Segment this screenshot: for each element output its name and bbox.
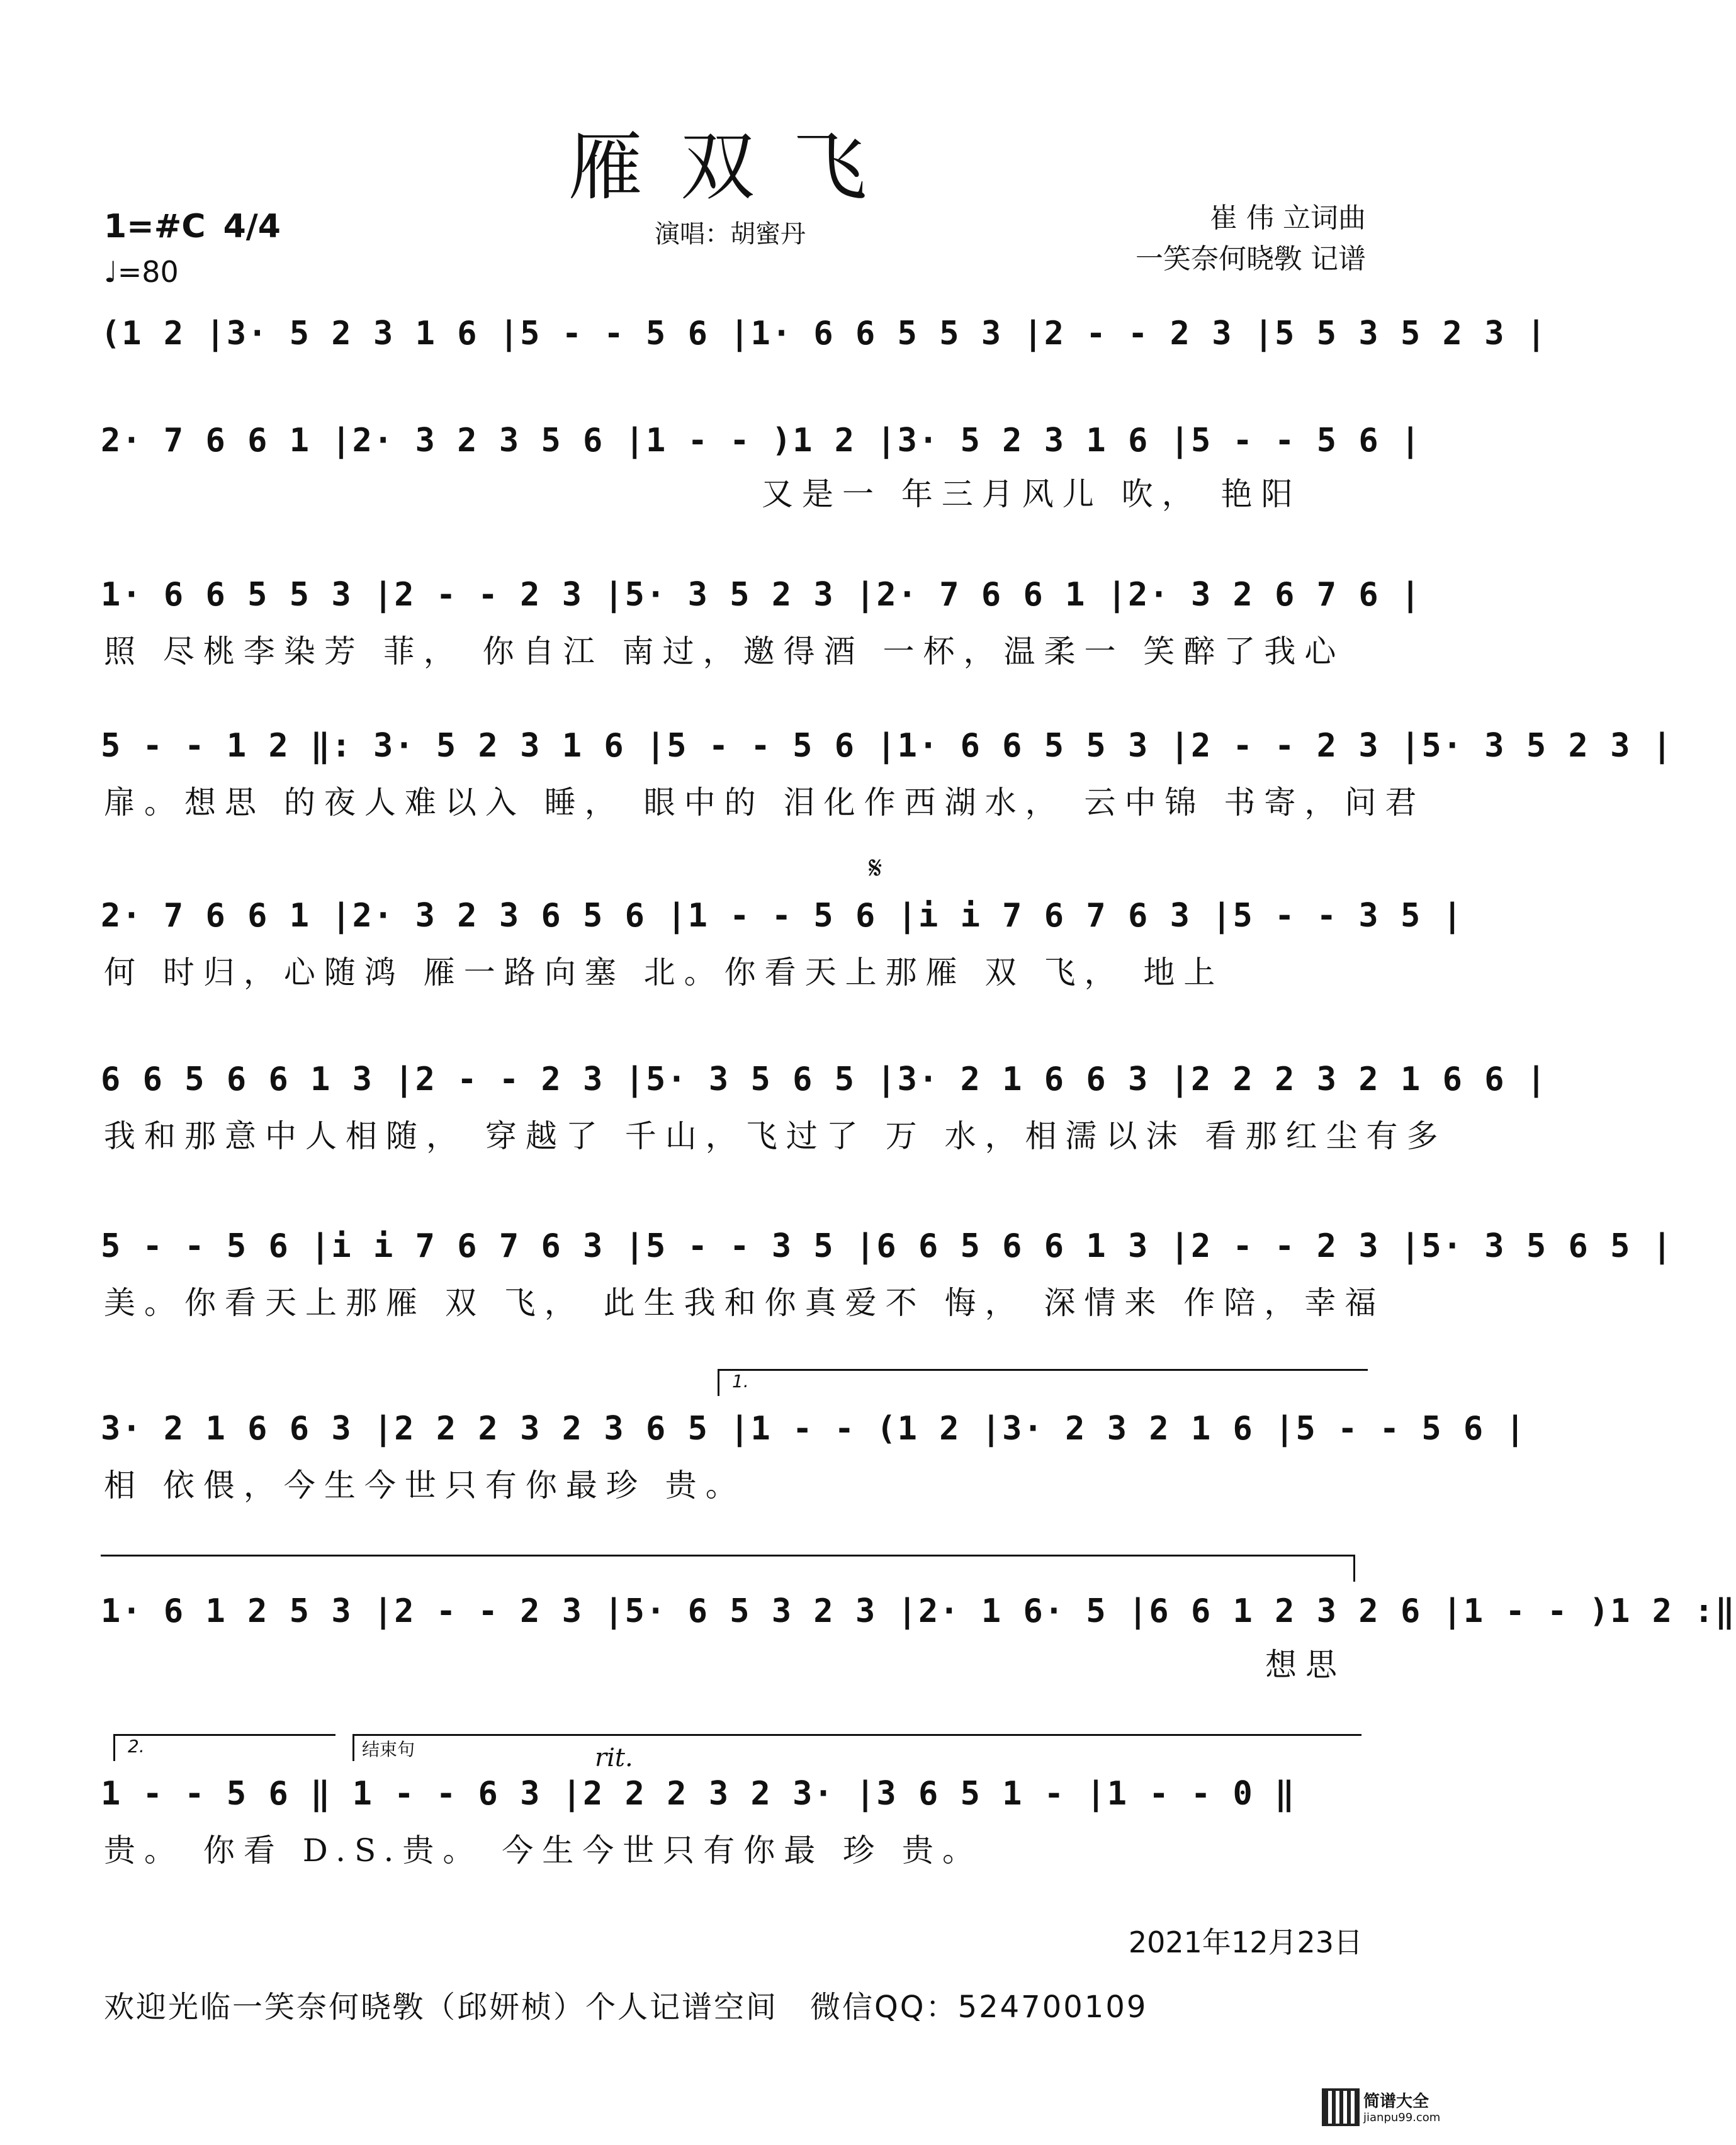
system-8-lyrics: 相 依偎，今生今世只有你最珍 贵。: [104, 1467, 746, 1504]
logo-name: 简谱大全: [1363, 2092, 1429, 2111]
segno-sign: 𝄋: [869, 850, 882, 886]
system-6-lyrics: 我和那意中人相随， 穿越了 千山，飞过了 万 水，相濡以沫 看那红尘有多: [104, 1118, 1447, 1154]
volta-1-continuation-bracket: [101, 1555, 1355, 1582]
time-signature: 4/4: [223, 208, 281, 245]
volta-1-bracket: [718, 1369, 1368, 1396]
system-7-lyrics: 美。你看天上那雁 双 飞， 此生我和你真爱不 悔， 深情来 作陪，幸福: [104, 1285, 1385, 1321]
ending-label: 结束句: [362, 1739, 415, 1760]
system-7-notes: 5 - - 5 6 |i i 7 6 7 6 3 |5 - - 3 5 |6 6 5 6 6 1 3 |2 - - 2 3 |5· 3 5 6 5 |: [101, 1227, 1673, 1265]
system-1-notes: (1 2 |3· 5 2 3 1 6 |5 - - 5 6 |1· 6 6 5 5 3 |2 - - 2 3 |5 5 3 5 2 3 |: [101, 315, 1548, 352]
footer-text: 欢迎光临一笑奈何晓斆（邱妍桢）个人记谱空间 微信QQ：524700109: [104, 1990, 1148, 2025]
volta-2-label: 2.: [128, 1736, 145, 1757]
system-10-lyrics: 贵。 你看 D.S.贵。 今生今世只有你最 珍 贵。: [104, 1832, 983, 1869]
system-8-notes: 3· 2 1 6 6 3 |2 2 2 3 2 3 6 5 |1 - - (1 2 |3· 2 3 2 1 6 |5 - - 5 6 |: [101, 1410, 1526, 1448]
site-logo: [1322, 2088, 1454, 2132]
system-2-notes: 2· 7 6 6 1 |2· 3 2 3 5 6 |1 - - )1 2 |3· 5 2 3 1 6 |5 - - 5 6 |: [101, 422, 1422, 459]
system-10-notes: 1 - - 5 6 ‖ 1 - - 6 3 |2 2 2 3 2 3· |3 6 5 1 - |1 - - 0 ‖: [101, 1775, 1296, 1813]
logo-site: jianpu99.com: [1363, 2111, 1441, 2124]
system-9-notes: 1· 6 1 2 5 3 |2 - - 2 3 |5· 6 5 3 2 3 |2· 1 6· 5 |6 6 1 2 3 2 6 |1 - - )1 2 :‖: [101, 1592, 1736, 1630]
ending-bracket: [352, 1734, 1361, 1761]
system-4-notes: 5 - - 1 2 ‖: 3· 5 2 3 1 6 |5 - - 5 6 |1· 6 6 5 5 3 |2 - - 2 3 |5· 3 5 2 3 |: [101, 727, 1673, 765]
singer-credit: 演唱：胡蜜丹: [655, 220, 806, 249]
rit-marking: rit.: [595, 1743, 633, 1772]
score-title: 雁双飞: [568, 123, 905, 210]
tempo-marking: ♩=80: [104, 255, 179, 289]
key-label: 1=#C: [104, 208, 206, 245]
system-6-notes: 6 6 5 6 6 1 3 |2 - - 2 3 |5· 3 5 6 5 |3· 2 1 6 6 3 |2 2 2 3 2 1 6 6 |: [101, 1061, 1548, 1098]
piano-icon: [1322, 2088, 1360, 2126]
key-signature: [104, 208, 281, 245]
system-3-lyrics: 照 尽桃李染芳 菲， 你自江 南过，邀得酒 一杯，温柔一 笑醉了我心: [104, 633, 1345, 670]
system-9-lyrics: 想思: [1265, 1647, 1346, 1683]
system-2-lyrics: 又是一 年三月风儿 吹， 艳阳: [762, 476, 1302, 512]
date-stamp: 2021年12月23日: [1128, 1925, 1363, 1959]
volta-1-label: 1.: [732, 1371, 749, 1392]
composer-credit: 崔 伟 立词曲: [1210, 202, 1366, 234]
system-3-notes: 1· 6 6 5 5 3 |2 - - 2 3 |5· 3 5 2 3 |2· 7 6 6 1 |2· 3 2 6 7 6 |: [101, 576, 1422, 614]
system-5-lyrics: 何 时归，心随鸿 雁一路向塞 北。你看天上那雁 双 飞， 地上: [104, 954, 1224, 991]
transcriber-credit: 一笑奈何晓斆 记谱: [1136, 243, 1366, 275]
system-4-lyrics: 扉。想思 的夜人难以入 睡， 眼中的 泪化作西湖水， 云中锦 书寄，问君: [104, 784, 1426, 821]
system-5-notes: 2· 7 6 6 1 |2· 3 2 3 6 5 6 |1 - - 5 6 |i i 7 6 7 6 3 |5 - - 3 5 |: [101, 897, 1463, 935]
volta-2-bracket: [113, 1734, 335, 1761]
